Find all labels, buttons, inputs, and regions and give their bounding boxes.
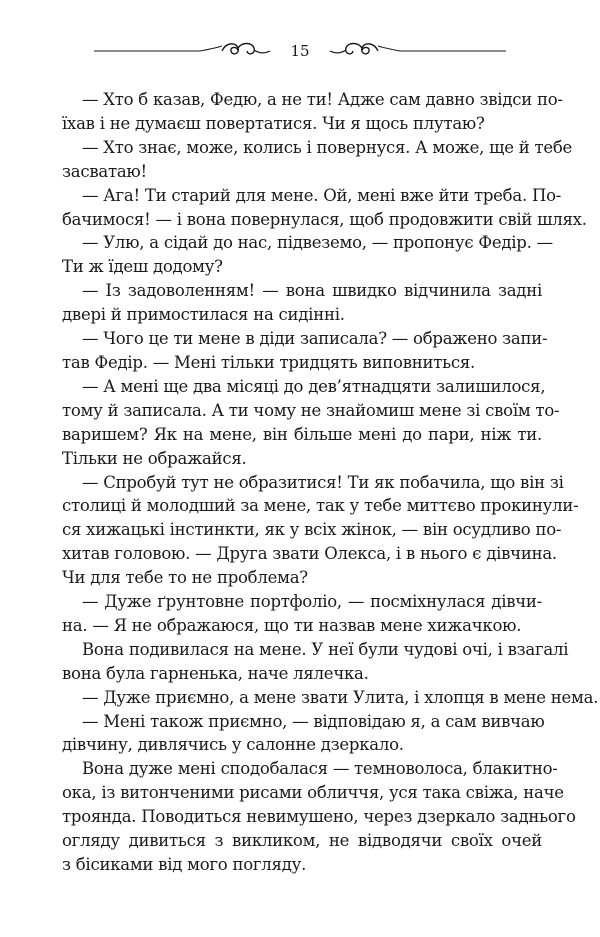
paragraph xyxy=(62,638,569,686)
text-line: — Чого це ти мене в діди записала? — ображено запи- xyxy=(82,329,548,349)
page-number: 15 xyxy=(290,42,310,60)
text-line: Вона дуже мені сподобалася — темноволоса, блакитно- xyxy=(82,759,558,779)
text-line: ся хижацькі інстинкти, як у всіх жінок, — він осудливо по- xyxy=(62,520,562,540)
paragraph xyxy=(62,471,579,591)
paragraph xyxy=(62,279,542,327)
text-line: з бісиками від мого погляду. xyxy=(62,855,307,874)
text-line: — Улю, а сідай до нас, підвеземо, — пропонує Федір. — xyxy=(82,233,553,253)
text-line: Чи для тебе то не проблема? xyxy=(62,568,308,588)
paragraph xyxy=(62,136,573,184)
text-line: варишем? Як на мене, він більше мені до пари, ніж ти. xyxy=(62,424,542,444)
paragraph xyxy=(62,757,576,877)
text-line: хитав головою. — Друга звати Олекса, і в нього є дівчина. xyxy=(62,544,557,564)
text-line: — А мені ще два місяці до дев’ятнадцяти залишилося, xyxy=(82,376,546,396)
text-line: на. — Я не ображаюся, що ти назвав мене хижачкою. xyxy=(62,615,522,635)
paragraph xyxy=(62,184,587,232)
text-line: огляду дивиться з викликом, не відводячи своїх очей xyxy=(62,831,542,851)
text-line: — Дуже приємно, а мене звати Улита, і хлопця в мене нема. xyxy=(82,687,599,707)
text-line: їхав і не думаєш повертатися. Чи я щось плутаю? xyxy=(62,113,485,133)
text-line: тав Федір. — Мені тільки тридцять виповниться. xyxy=(62,352,476,372)
text-line: троянда. Поводиться невимушено, через дзеркало заднього xyxy=(62,807,576,827)
paragraph xyxy=(62,590,542,638)
text-line: — Мені також приємно, — відповідаю я, а сам вивчаю xyxy=(82,711,545,731)
paragraph xyxy=(62,686,599,710)
text-line: — Із задоволенням! — вона швидко відчинила задні xyxy=(82,281,542,301)
text-line: столиці й молодший за мене, так у тебе миттєво прокинули- xyxy=(62,496,579,516)
text-line: вона була гарненька, наче лялечка. xyxy=(62,663,369,683)
text-line: — Хто знає, може, колись і повернуся. А може, ще й тебе xyxy=(82,137,573,157)
text-line: двері й примостилася на сидінні. xyxy=(62,305,345,325)
text-line: Вона подивилася на мене. У неї були чудові очі, і взагалі xyxy=(82,639,569,659)
text-line: ока, із витонченими рисами обличчя, уся така свіжа, наче xyxy=(62,783,564,803)
text-line: засватаю! xyxy=(62,161,147,181)
text-line: Ти ж їдеш додому? xyxy=(62,257,223,277)
paragraph xyxy=(62,327,548,375)
text-line: Тільки не ображайся. xyxy=(62,448,247,468)
text-line: — Спробуй тут не образитися! Ти як побачила, що він зі xyxy=(82,472,564,492)
text-line: тому й записала. А ти чому не знайомиш мене зі своїм то- xyxy=(62,400,560,420)
paragraph xyxy=(62,88,563,136)
text-line: — Ага! Ти старий для мене. Ой, мені вже йти треба. По- xyxy=(82,185,562,205)
text-line: — Хто б казав, Федю, а не ти! Адже сам давно звідси по- xyxy=(82,90,563,109)
text-line: — Дуже ґрунтовне портфоліо, — посміхнулася дівчи- xyxy=(82,592,542,612)
paragraph xyxy=(62,710,545,758)
text-body xyxy=(62,88,599,877)
text-line: бачимося! — і вона повернулася, щоб продовжити свій шлях. xyxy=(62,209,587,229)
page-header xyxy=(90,36,510,66)
paragraph xyxy=(62,231,553,279)
text-line: дівчину, дивлячись у салонне дзеркало. xyxy=(62,735,404,755)
paragraph xyxy=(62,375,560,471)
